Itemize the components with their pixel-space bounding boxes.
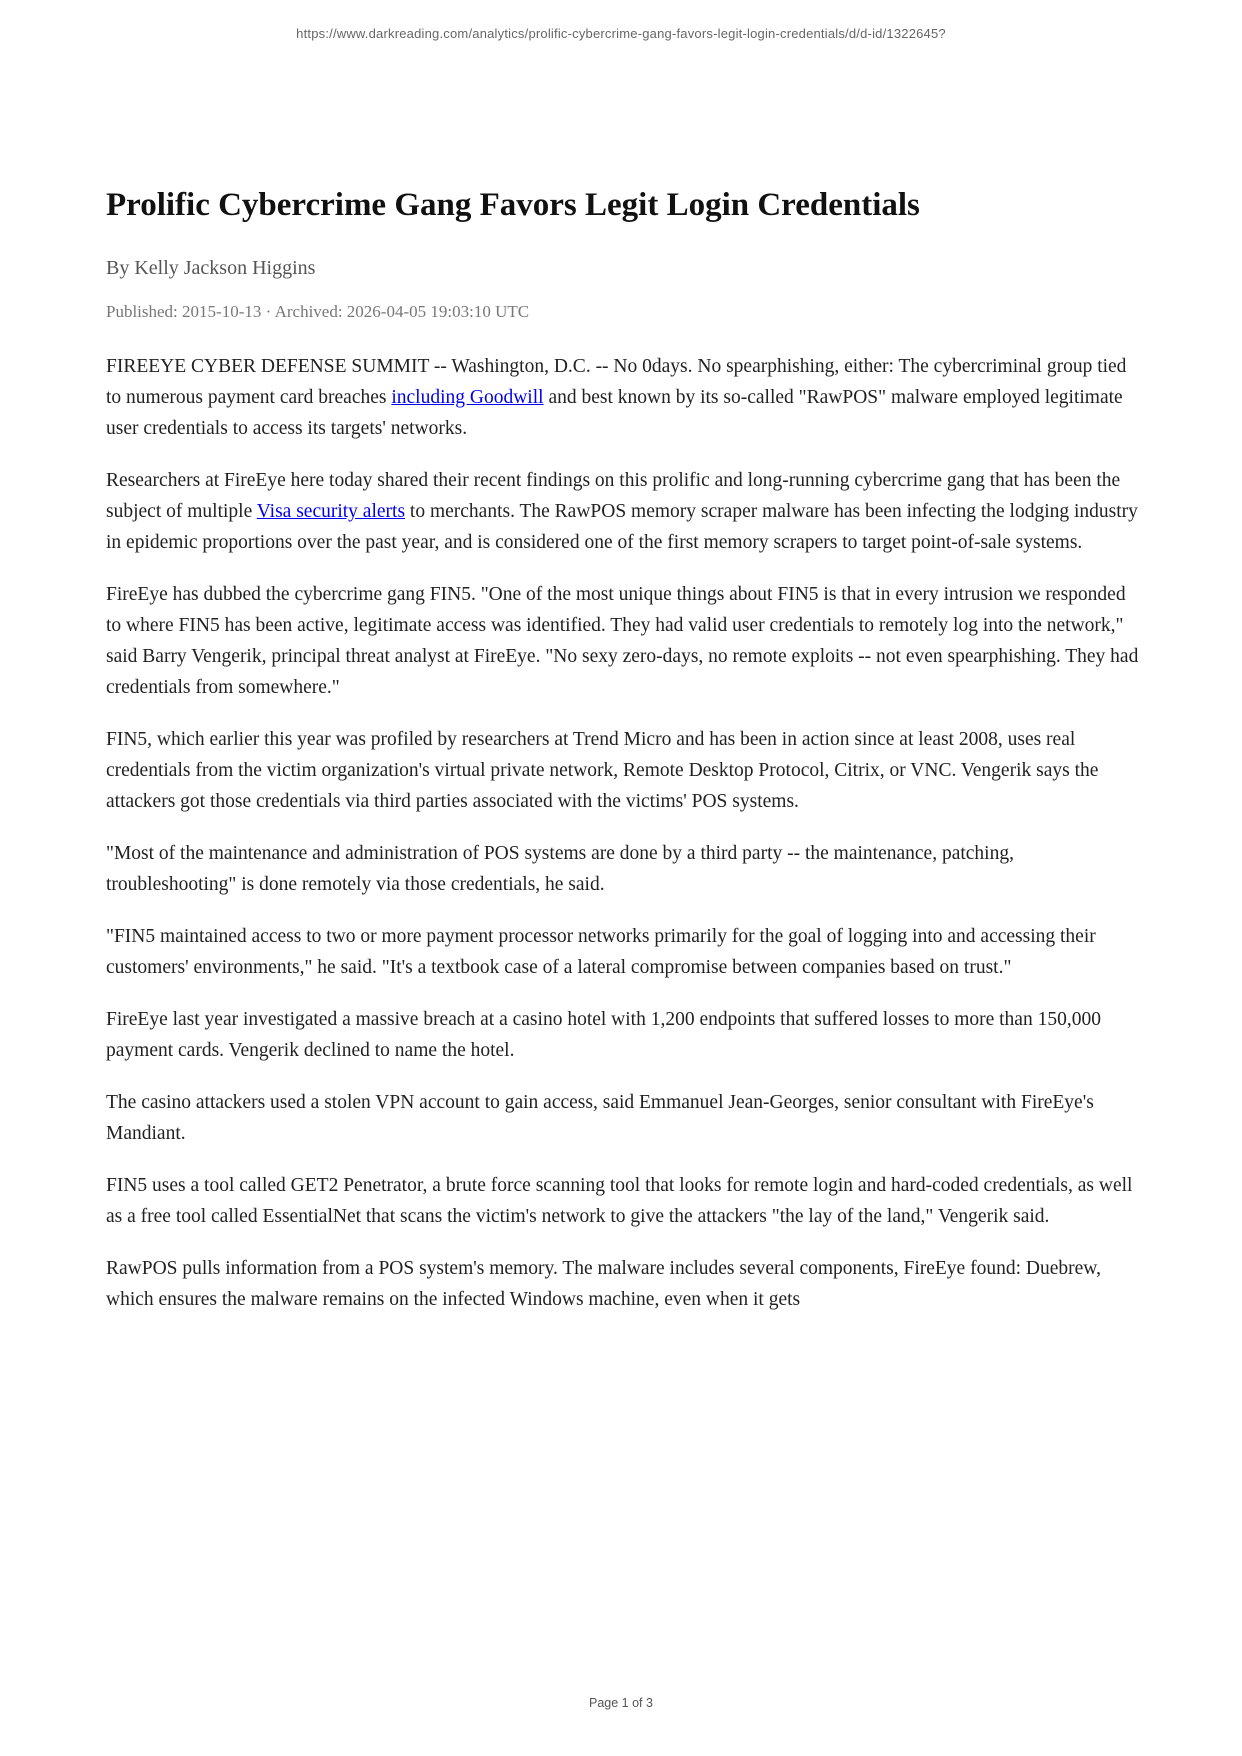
inline-link-visa-security-alerts[interactable]: Visa security alerts [256, 501, 406, 522]
page-url: https://www.darkreading.com/analytics/prolific-cybercrime-gang-favors-legit-login-credentials/d/d-id/1322645? [296, 26, 946, 41]
article-title: Prolific Cybercrime Gang Favors Legit Login Credentials [106, 187, 920, 223]
article-body [106, 351, 1142, 1315]
article-dateline: Published: 2015-10-13 · Archived: 2026-04-05 19:03:10 UTC [106, 302, 530, 321]
paragraph: "FIN5 maintained access to two or more payment processor networks primarily for the goal of logging into and accessing their customers' environments," he said. "It's a textbook case of a lateral compromise between companies based on trust." [106, 926, 1096, 978]
paragraph-text: Researchers at FireEye here today shared their recent findings on this prolific and long-running cybercrime gang that has been the subject of multiple [106, 470, 1121, 522]
paragraph: FireEye last year investigated a massive breach at a casino hotel with 1,200 endpoints that suffered losses to more than 150,000 payment cards. Vengerik declined to name the hotel. [106, 1009, 1101, 1061]
paragraph-text: and best known by its so-called "RawPOS" malware employed legitimate user credentials to access its targets' networks. [106, 387, 1123, 439]
paragraph: FIN5 uses a tool called GET2 Penetrator, a brute force scanning tool that looks for remote login and hard-coded credentials, as well as a free tool called EssentialNet that scans the victim's network to give the attackers "the lay of the land," Vengerik said. [106, 1175, 1133, 1227]
paragraph [106, 351, 1142, 444]
paragraph: RawPOS pulls information from a POS system's memory. The malware includes several components, FireEye found: Duebrew, which ensures the malware remains on the infected Windows machine, even when it gets [106, 1258, 1101, 1310]
article [106, 185, 1142, 1336]
paragraph-text: to merchants. The RawPOS memory scraper malware has been infecting the lodging industry in epidemic proportions over the past year, and is considered one of the first memory scrapers to target point-of-sale systems. [106, 501, 1138, 553]
paragraph-text: FIREEYE CYBER DEFENSE SUMMIT -- Washington, D.C. -- No 0days. No spearphishing, either: The cybercriminal group tied to numerous payment card breaches [106, 356, 1127, 408]
paragraph [106, 465, 1142, 558]
paragraph: FIN5, which earlier this year was profiled by researchers at Trend Micro and has been in action since at least 2008, uses real credentials from the victim organization's virtual private network, Remote Desktop Protocol, Citrix, or VNC. Vengerik says the attackers got those credentials via third parties associated with the victims' POS systems. [106, 729, 1099, 812]
paragraph: "Most of the maintenance and administration of POS systems are done by a third party -- the maintenance, patching, troubleshooting" is done remotely via those credentials, he said. [106, 843, 1014, 895]
page-footer: Page 1 of 3 [589, 1696, 653, 1710]
paragraph: The casino attackers used a stolen VPN account to gain access, said Emmanuel Jean-Georges, senior consultant with FireEye's Mandiant. [106, 1092, 1094, 1144]
inline-link-including-goodwill[interactable]: including Goodwill [391, 387, 544, 408]
article-byline: By Kelly Jackson Higgins [106, 257, 316, 279]
paragraph: FireEye has dubbed the cybercrime gang FIN5. "One of the most unique things about FIN5 is that in every intrusion we responded to where FIN5 has been active, legitimate access was identified. They had valid user credentials to remotely log into the network," said Barry Vengerik, principal threat analyst at FireEye. "No sexy zero-days, no remote exploits -- not even spearphishing. They had credentials from somewhere." [106, 584, 1139, 698]
